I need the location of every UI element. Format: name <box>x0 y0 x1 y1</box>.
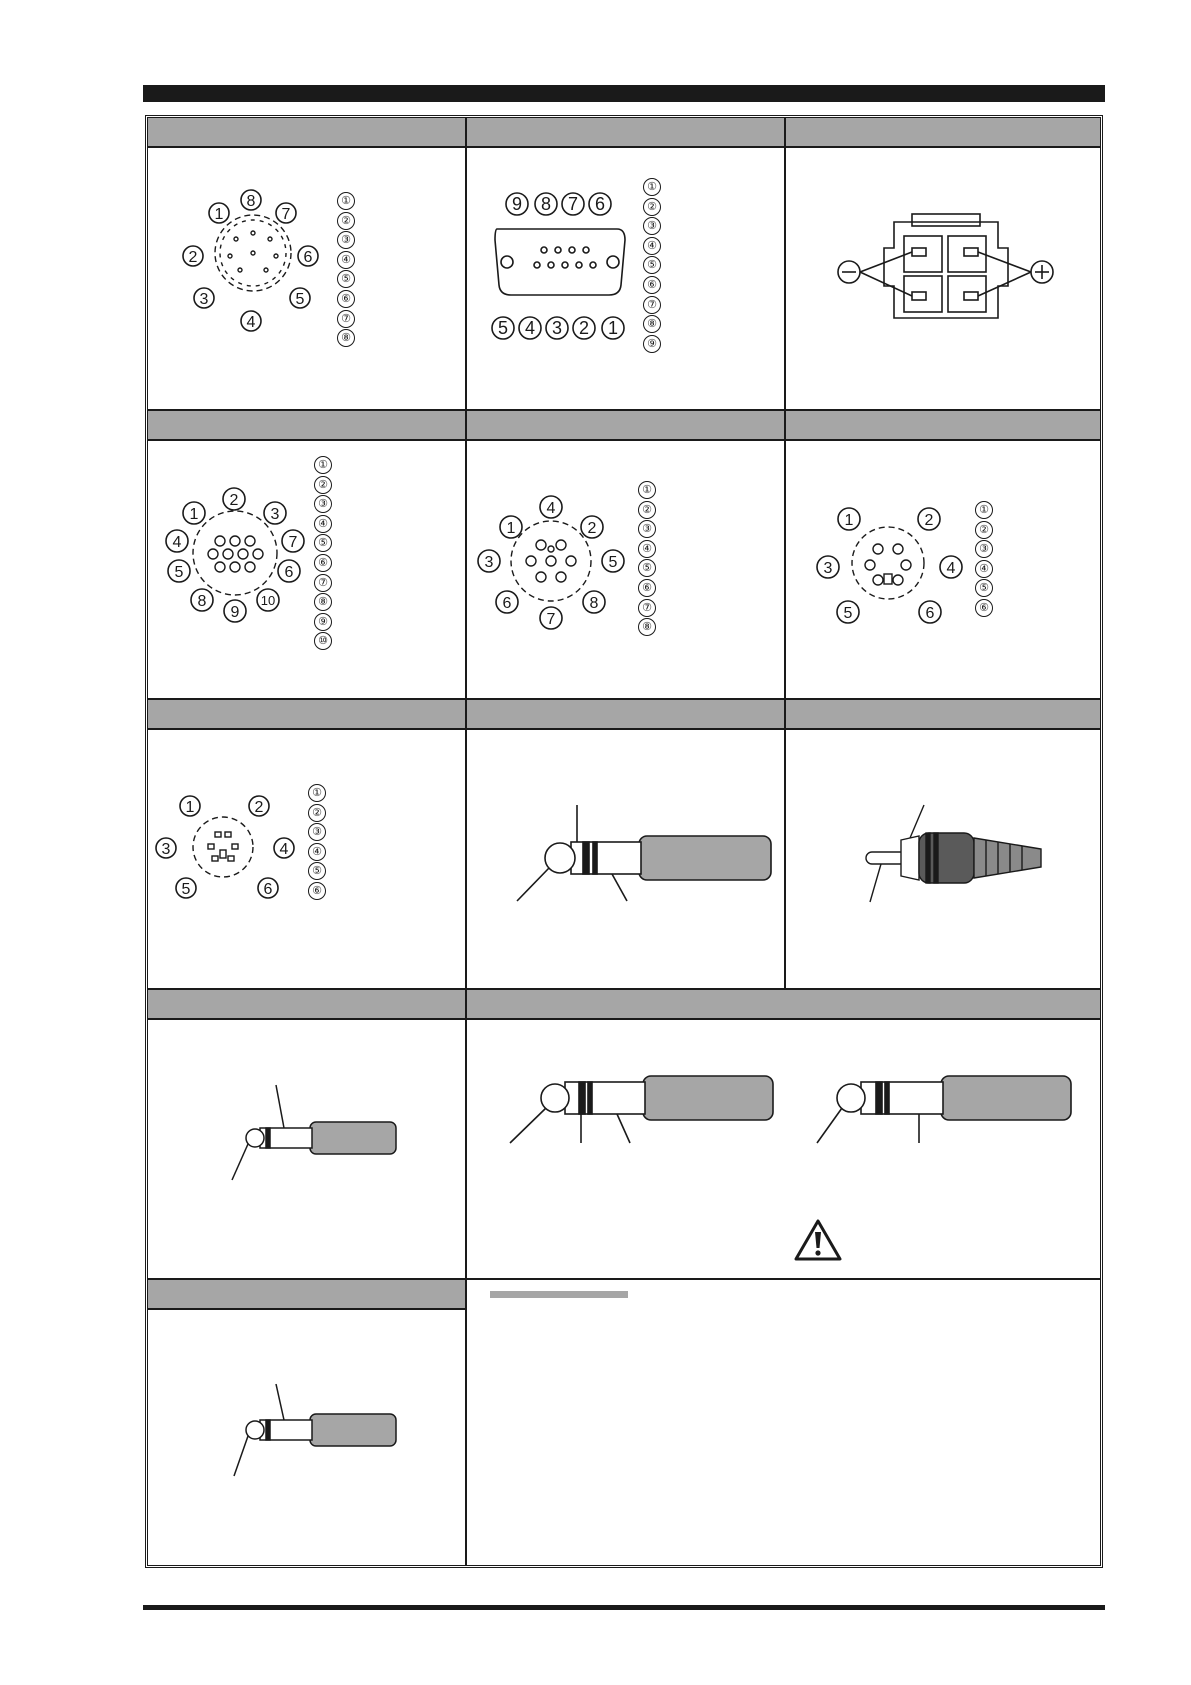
svg-text:2: 2 <box>229 492 239 509</box>
pin-label: ③ <box>638 520 656 538</box>
pin-label: ⑥ <box>975 599 993 617</box>
pin-label: ② <box>643 198 661 216</box>
svg-text:3: 3 <box>161 841 171 858</box>
pin-label: ④ <box>638 540 656 558</box>
svg-text:3: 3 <box>484 554 494 571</box>
minidin6-pin-list <box>308 784 326 902</box>
pin-label: ⑦ <box>314 574 332 592</box>
pin-label: ⑧ <box>643 315 661 333</box>
cell-db9-connector <box>467 118 786 411</box>
cell-header <box>148 700 465 730</box>
pin-label: ① <box>638 481 656 499</box>
pin-label: ⑨ <box>643 335 661 353</box>
pin-label: ① <box>337 192 355 210</box>
pin-label: ① <box>975 501 993 519</box>
mono-plug-diagram <box>148 1022 465 1278</box>
svg-text:4: 4 <box>946 560 956 577</box>
cell-header <box>148 118 465 148</box>
din8b-pin-list <box>638 481 656 638</box>
svg-text:3: 3 <box>199 291 209 308</box>
din10-connector-diagram <box>148 443 465 698</box>
din10-pin-list <box>314 456 332 652</box>
pin-label: ⑦ <box>337 310 355 328</box>
svg-text:7: 7 <box>288 534 298 551</box>
pin-label: ⑦ <box>638 599 656 617</box>
warning-triangle-icon <box>793 1218 843 1262</box>
svg-text:8: 8 <box>197 593 207 610</box>
cell-header <box>786 411 1100 441</box>
cell-header <box>467 990 1100 1020</box>
pin-label: ② <box>975 521 993 539</box>
pin-label: ⑨ <box>314 613 332 631</box>
svg-text:1: 1 <box>189 506 199 523</box>
din8-pin-list <box>337 192 355 349</box>
svg-text:2: 2 <box>188 249 198 266</box>
pin-label: ② <box>308 804 326 822</box>
pin-label: ⑤ <box>638 559 656 577</box>
pin-label: ③ <box>314 495 332 513</box>
connector-table <box>145 115 1103 1568</box>
svg-text:1: 1 <box>607 318 619 338</box>
din8b-connector-diagram <box>467 443 784 698</box>
pin-label: ① <box>308 784 326 802</box>
pin-label: ② <box>638 501 656 519</box>
pin-label: ⑥ <box>337 290 355 308</box>
din6-connector-diagram <box>786 443 1098 698</box>
cell-din8b-connector <box>467 411 786 700</box>
pin-label: ⑧ <box>638 618 656 636</box>
pin-label: ⑤ <box>337 270 355 288</box>
pin-label: ① <box>643 178 661 196</box>
svg-text:6: 6 <box>925 605 935 622</box>
cell-header <box>786 700 1100 730</box>
pin-label: ② <box>314 476 332 494</box>
svg-text:6: 6 <box>303 249 313 266</box>
page-top-bar <box>143 85 1105 102</box>
pin-label: ⑥ <box>314 554 332 572</box>
headphone-plugs-diagram <box>467 1022 1098 1278</box>
cell-power-connector <box>786 118 1100 411</box>
cell-header <box>148 411 465 441</box>
pin-label: ④ <box>337 251 355 269</box>
pin-label: ③ <box>643 217 661 235</box>
pin-label: ③ <box>337 231 355 249</box>
pin-label: ① <box>314 456 332 474</box>
svg-text:9: 9 <box>511 194 523 214</box>
svg-text:10: 10 <box>260 593 276 608</box>
cell-stereo-plug <box>467 700 786 990</box>
svg-text:1: 1 <box>844 512 854 529</box>
cell-header <box>467 700 784 730</box>
svg-text:1: 1 <box>185 799 195 816</box>
mono-plug-2-diagram <box>148 1312 465 1564</box>
svg-text:4: 4 <box>279 841 289 858</box>
note-heading-bar <box>490 1291 628 1298</box>
svg-text:5: 5 <box>295 291 305 308</box>
svg-text:4: 4 <box>524 318 536 338</box>
rca-plug-diagram <box>786 732 1098 988</box>
svg-text:1: 1 <box>506 520 516 537</box>
svg-text:7: 7 <box>567 194 579 214</box>
cell-headphone-plugs <box>467 990 1100 1280</box>
pin-label: ⑤ <box>308 862 326 880</box>
svg-text:3: 3 <box>270 506 280 523</box>
pin-label: ⑥ <box>643 276 661 294</box>
pin-label: ⑧ <box>314 593 332 611</box>
cell-minidin6-connector <box>148 700 467 990</box>
pin-label: ④ <box>308 843 326 861</box>
svg-text:8: 8 <box>540 194 552 214</box>
pin-label: ③ <box>975 540 993 558</box>
minidin6-connector-diagram <box>148 732 465 988</box>
cell-header <box>148 990 465 1020</box>
svg-text:5: 5 <box>843 605 853 622</box>
cell-din10-connector <box>148 411 467 700</box>
cell-header <box>148 1280 465 1310</box>
pin-label: ⑧ <box>337 329 355 347</box>
stereo-plug-diagram <box>467 732 784 988</box>
pin-label: ⑤ <box>975 579 993 597</box>
page-bottom-rule <box>143 1605 1105 1610</box>
svg-text:2: 2 <box>254 799 264 816</box>
svg-text:1: 1 <box>214 206 224 223</box>
svg-text:8: 8 <box>589 595 599 612</box>
cell-rca-plug <box>786 700 1100 990</box>
svg-text:8: 8 <box>246 193 256 210</box>
svg-text:5: 5 <box>181 881 191 898</box>
svg-text:6: 6 <box>284 564 294 581</box>
svg-text:4: 4 <box>546 500 556 517</box>
cell-din8-connector <box>148 118 467 411</box>
cell-din6-connector <box>786 411 1100 700</box>
cell-notes <box>467 1280 1100 1565</box>
cell-header <box>467 118 784 148</box>
svg-text:3: 3 <box>823 560 833 577</box>
pin-label: ⑩ <box>314 632 332 650</box>
svg-text:2: 2 <box>587 520 597 537</box>
cell-header <box>786 118 1100 148</box>
pin-label: ③ <box>308 823 326 841</box>
svg-text:2: 2 <box>578 318 590 338</box>
svg-text:6: 6 <box>263 881 273 898</box>
svg-text:3: 3 <box>551 318 563 338</box>
pin-label: ④ <box>314 515 332 533</box>
cell-header <box>467 411 784 441</box>
cell-mono-plug <box>148 990 467 1280</box>
svg-text:4: 4 <box>246 314 256 331</box>
svg-text:5: 5 <box>174 564 184 581</box>
pin-label: ④ <box>975 560 993 578</box>
svg-text:7: 7 <box>546 611 556 628</box>
din8-connector-diagram <box>148 150 465 408</box>
db9-pin-list <box>643 178 661 354</box>
pin-label: ⑥ <box>638 579 656 597</box>
svg-text:7: 7 <box>281 206 291 223</box>
power-connector-diagram <box>786 150 1098 408</box>
svg-text:6: 6 <box>594 194 606 214</box>
svg-text:6: 6 <box>502 595 512 612</box>
pin-label: ⑥ <box>308 882 326 900</box>
svg-text:5: 5 <box>608 554 618 571</box>
pin-label: ⑤ <box>643 256 661 274</box>
svg-text:9: 9 <box>230 604 240 621</box>
cell-mono-plug-2 <box>148 1280 467 1565</box>
pin-label: ④ <box>643 237 661 255</box>
pin-label: ⑤ <box>314 534 332 552</box>
svg-text:4: 4 <box>172 534 182 551</box>
pin-label: ⑦ <box>643 296 661 314</box>
db9-connector-diagram <box>467 150 784 408</box>
pin-label: ② <box>337 212 355 230</box>
svg-text:2: 2 <box>924 512 934 529</box>
din6-pin-list <box>975 501 993 619</box>
svg-text:5: 5 <box>497 318 509 338</box>
